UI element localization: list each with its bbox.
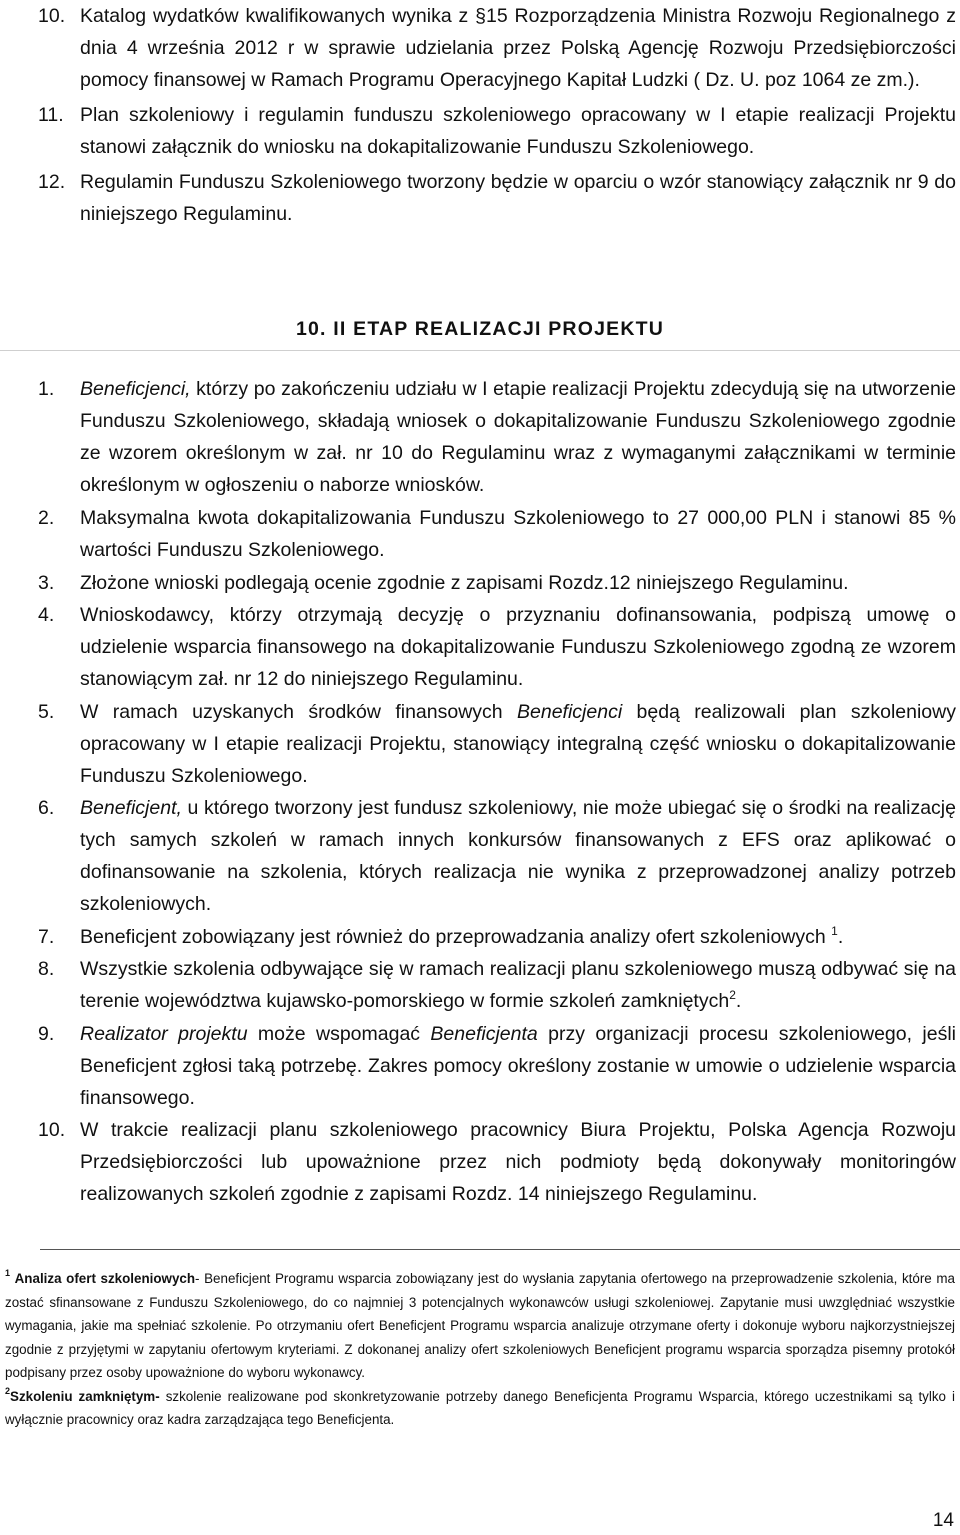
item-text: Beneficjent, u którego tworzony jest fundusz szkoleniowy, nie może ubiegać się o środki na realizację tych samych szkoleń w ramach innych konkursów finansowanych z EFS oraz aplikować o dofinansowanie na szkolenia, których realizacja nie wynika z przeprowadzonej analizy potrzeb szkoleniowych.	[80, 797, 956, 915]
item-number: 10.	[38, 5, 66, 27]
emphasis: Realizator projektu	[80, 1022, 248, 1045]
footnote: $^1$ Analiza ofert szkoleniowych- Beneficjent Programu wsparcia zobowiązany jest do wysłania zapytania ofertowego na przeprowadzenie szkolenia, które ma zostać sfinansowane z Funduszu Szkoleniowego, do co najmniej 3 potencjalnych wykonawców usługi szkoleniowej. Zapytanie musi uwzględniać wszystkie wymagania, jakie ma spełniać szkolenie. Po otrzymaniu ofert Beneficjent Programu wsparcia analizuje otrzymane oferty i dokonuje wyboru najkorzystniejszej zgodnie z przyjętymi w zapytaniu ofertowym kryteriami. Z dokonanej analizy ofert szkoleniowych Beneficjent programu wsparcia sporządza pisemny protokół podpisany przez osoby upoważnione do wyboru wykonawcy.	[5, 1268, 955, 1380]
emphasis: Beneficjent,	[80, 797, 182, 819]
item-text: Beneficjent zobowiązany jest również do przeprowadzania analizy ofert szkoleniowych $^1$.	[80, 923, 844, 948]
emphasis: Beneficjenci	[517, 700, 623, 723]
item-text: Beneficjenci, którzy po zakończeniu udziału w I etapie realizacji Projektu zdecydują się na utworzenie Funduszu Szkoleniowego, składają wniosek o dokapitalizowanie Funduszu Szkoleniowego zgodnie ze wzorem określonym w zał. nr 10 do Regulaminu wraz z wymaganymi załącznikami w terminie określonym w ogłoszeniu o naborze wniosków.	[80, 378, 956, 496]
footnote-term: Szkoleniu zamkniętym-	[10, 1388, 160, 1404]
list-item	[0, 1114, 960, 1210]
footnote-term: Analiza ofert szkoleniowych	[14, 1271, 196, 1286]
list-item	[0, 696, 960, 792]
footnote-ref[interactable]: 1	[831, 923, 838, 938]
list-item	[0, 567, 960, 599]
list-item	[0, 99, 960, 163]
item-number: 4.	[38, 604, 55, 626]
emphasis: Beneficjenci,	[80, 378, 191, 400]
footnote-mark: 1	[5, 1268, 11, 1278]
list-item	[0, 1018, 960, 1114]
numbered-list-part-1	[0, 0, 960, 230]
item-text: Katalog wydatków kwalifikowanych wynika z §15 Rozporządzenia Ministra Rozwoju Regionalnego z dnia 4 września 2012 r w sprawie udzielania przez Polską Agencję Rozwoju Przedsiębiorczości pomocy finansowej w Ramach Programu Operacyjnego Kapitał Ludzki ( Dz. U. poz 1064 ze zm.).	[80, 5, 956, 91]
item-number: 1.	[38, 378, 55, 400]
page-number: 14	[932, 1510, 954, 1531]
item-text: W ramach uzyskanych środków finansowych Beneficjenci będą realizowali plan szkoleniowy opracowany w I etapie realizacji Projektu, stanowiący integralną część wniosku o dokapitalizowanie Funduszu Szkoleniowego.	[80, 700, 956, 787]
footnote-mark: 2	[5, 1385, 11, 1396]
item-text: Wnioskodawcy, którzy otrzymają decyzję o przyznaniu dofinansowania, podpiszą umowę o udzielenie wsparcia finansowego na dokapitalizowanie Funduszu Szkoleniowego zgodną ze wzorem stanowiącym zał. nr 12 do niniejszego Regulaminu.	[80, 604, 956, 690]
list-item	[0, 599, 960, 695]
item-number: 7.	[38, 925, 55, 948]
item-number: 11.	[38, 104, 64, 126]
footnote-ref[interactable]: 2	[729, 988, 736, 1002]
section-heading: 10. II ETAP REALIZACJI PROJEKTU	[295, 318, 665, 340]
list-item	[0, 792, 960, 920]
list-item	[0, 166, 960, 230]
item-text: Złożone wnioski podlegają ocenie zgodnie z zapisami Rozdz.12 niniejszego Regulaminu.	[80, 571, 849, 594]
item-number: 3.	[38, 571, 55, 594]
item-number: 2.	[38, 507, 55, 529]
footnote: $^2$Szkoleniu zamkniętym- szkolenie realizowane pod skonkretyzowanie potrzeby danego Beneficjenta Programu Wsparcia, którego uczestnikami są tylko i wyłącznie pracownicy oraz kadra zarządzająca tego Beneficjenta.	[5, 1385, 955, 1427]
list-item	[0, 953, 960, 1017]
item-number: 9.	[38, 1022, 55, 1045]
item-text: Realizator projektu może wspomagać Beneficjenta przy organizacji procesu szkoleniowego, jeśli Beneficjent zgłosi taką potrzebę. Zakres pomocy określony zostanie w umowie o udzielenie wsparcia finansowego.	[80, 1022, 956, 1109]
item-number: 10.	[38, 1119, 66, 1141]
list-item	[0, 921, 960, 953]
heading-divider	[0, 350, 960, 351]
emphasis: Beneficjenta	[430, 1022, 538, 1045]
list-item	[0, 0, 960, 96]
item-text: W trakcie realizacji planu szkoleniowego pracownicy Biura Projektu, Polska Agencja Rozwoju Przedsiębiorczości lub upoważnione przez nich podmioty będą dokonywały monitoringów realizowanych szkoleń zgodnie z zapisami Rozdz. 14 niniejszego Regulaminu.	[80, 1119, 956, 1205]
item-text: Regulamin Funduszu Szkoleniowego tworzony będzie w oparciu o wzór stanowiący załącznik nr 9 do niniejszego Regulaminu.	[80, 171, 956, 225]
item-number: 6.	[38, 797, 55, 819]
item-text: Maksymalna kwota dokapitalizowania Funduszu Szkoleniowego to 27 000,00 PLN i stanowi 85 % wartości Funduszu Szkoleniowego.	[80, 507, 956, 561]
item-number: 5.	[38, 700, 55, 723]
list-item	[0, 502, 960, 566]
item-text: Plan szkoleniowy i regulamin funduszu szkoleniowego opracowany w I etapie realizacji Projektu stanowi załącznik do wniosku na dokapitalizowanie Funduszu Szkoleniowego.	[80, 104, 956, 158]
numbered-list-part-2	[0, 373, 960, 1211]
item-text: Wszystkie szkolenia odbywające się w ramach realizacji planu szkoleniowego muszą odbywać się na terenie województwa kujawsko-pomorskiego w formie szkoleń zamkniętych$^2$.	[80, 958, 956, 1012]
footnotes	[5, 1267, 955, 1432]
footnote-separator	[40, 1249, 960, 1250]
list-item	[0, 373, 960, 501]
item-number: 8.	[38, 958, 55, 980]
item-number: 12.	[38, 171, 66, 193]
